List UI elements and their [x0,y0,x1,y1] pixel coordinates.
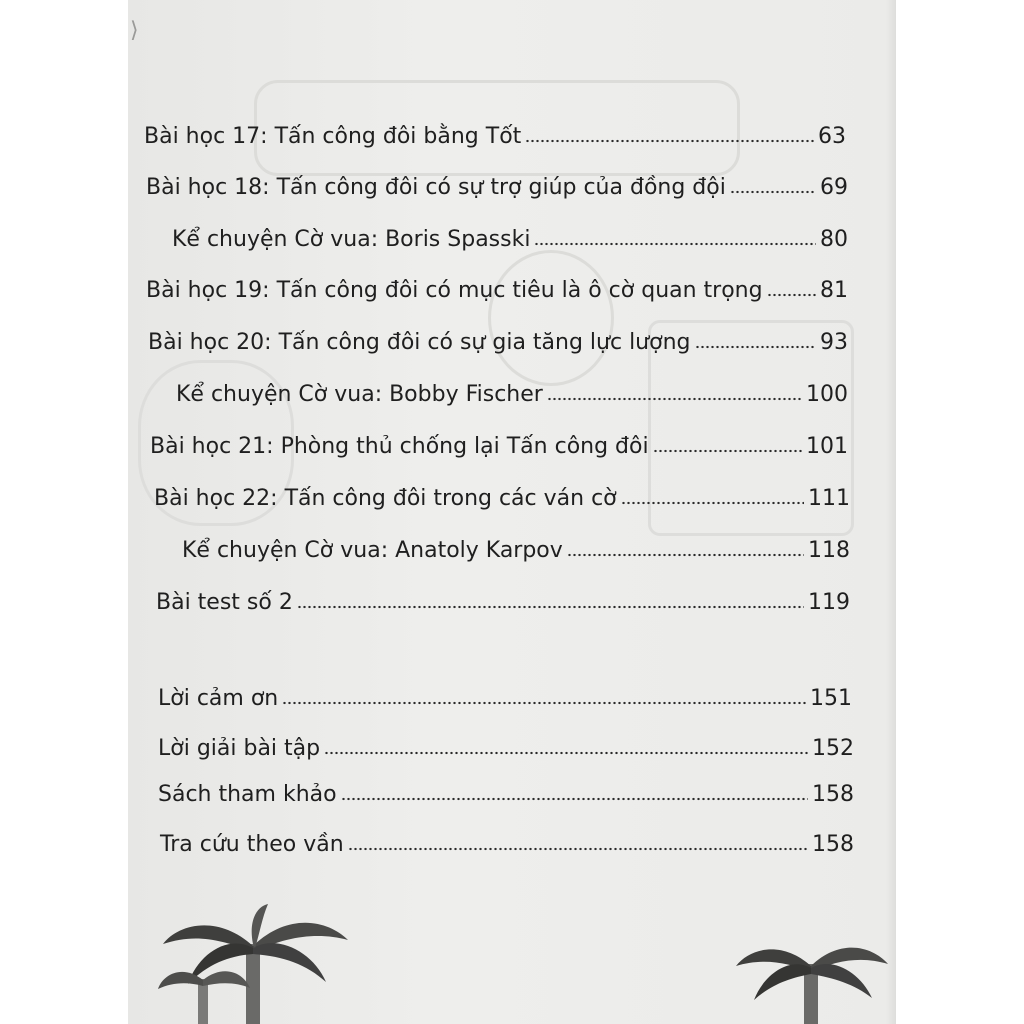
toc-entry-label: Bài học 17: Tấn công đôi bằng Tốt [144,124,522,149]
toc-entry-page: 101 [806,434,848,459]
toc-entry[interactable] [160,822,854,856]
toc-entry[interactable] [146,268,848,302]
toc-entry-label: Tra cứu theo vần [160,832,344,857]
toc-entry-label: Bài học 18: Tấn công đôi có sự trợ giúp của đồng đội [146,175,726,200]
toc-entry-page: 63 [818,124,846,149]
toc-entry[interactable] [158,772,854,806]
book-page [128,0,896,1024]
toc-leader-dots [525,138,814,144]
toc-entry-page: 158 [812,782,854,807]
toc-entry-page: 93 [820,330,848,355]
toc-entry[interactable] [182,528,850,562]
toc-leader-dots [695,344,817,350]
toc-entry-label: Lời giải bài tập [158,736,321,761]
toc-entry-label: Kể chuyện Cờ vua: Anatoly Karpov [182,538,563,563]
toc-entry-label: Bài học 21: Phòng thủ chống lại Tấn công đôi [150,434,649,459]
toc-entry-label: Kể chuyện Cờ vua: Bobby Fischer [176,382,543,407]
toc-leader-dots [341,796,808,802]
toc-entry[interactable] [148,320,848,354]
toc-entry-page: 111 [808,486,850,511]
toc-entry-page: 100 [806,382,848,407]
toc-entry-label: Bài học 19: Tấn công đôi có mục tiêu là ô cờ quan trọng [146,278,763,303]
toc-leader-dots [621,500,804,506]
toc-entry[interactable] [158,676,852,710]
toc-leader-dots [534,241,816,247]
toc-entry-page: 118 [808,538,850,563]
toc-entry-label: Lời cảm ơn [158,686,279,711]
toc-leader-dots [324,750,808,756]
palm-tree-illustration-right [732,934,892,1024]
toc-entry-page: 81 [820,278,848,303]
toc-entry[interactable] [144,114,846,148]
toc-leader-dots [653,448,802,454]
toc-entry[interactable] [158,726,854,760]
toc-entry-page: 119 [808,590,850,615]
toc-entry-page: 152 [812,736,854,761]
toc-entry-label: Bài test số 2 [156,590,293,615]
toc-entry-label: Sách tham khảo [158,782,337,807]
toc-entry-page: 69 [820,175,848,200]
toc-entry-label: Bài học 20: Tấn công đôi có sự gia tăng lực lượng [148,330,691,355]
toc-entry-label: Bài học 22: Tấn công đôi trong các ván cờ [154,486,617,511]
toc-leader-dots [282,700,806,706]
toc-entry[interactable] [176,372,848,406]
toc-entry-page: 158 [812,832,854,857]
toc-entry[interactable] [146,165,848,199]
toc-leader-dots [567,552,804,558]
toc-entry[interactable] [172,217,848,251]
toc-leader-dots [730,189,816,195]
toc-leader-dots [348,846,808,852]
toc-entry-page: 151 [810,686,852,711]
page-edge-shadow [886,0,896,1024]
toc-entry[interactable] [154,476,850,510]
toc-entry[interactable] [150,424,848,458]
toc-entry-page: 80 [820,227,848,252]
toc-entry-label: Kể chuyện Cờ vua: Boris Spasski [172,227,531,252]
toc-leader-dots [547,396,802,402]
palm-tree-illustration-left [158,904,358,1024]
toc-entry[interactable] [156,580,850,614]
toc-leader-dots [297,604,804,610]
corner-mark: ⟩ [130,18,139,43]
toc-leader-dots [767,292,816,298]
